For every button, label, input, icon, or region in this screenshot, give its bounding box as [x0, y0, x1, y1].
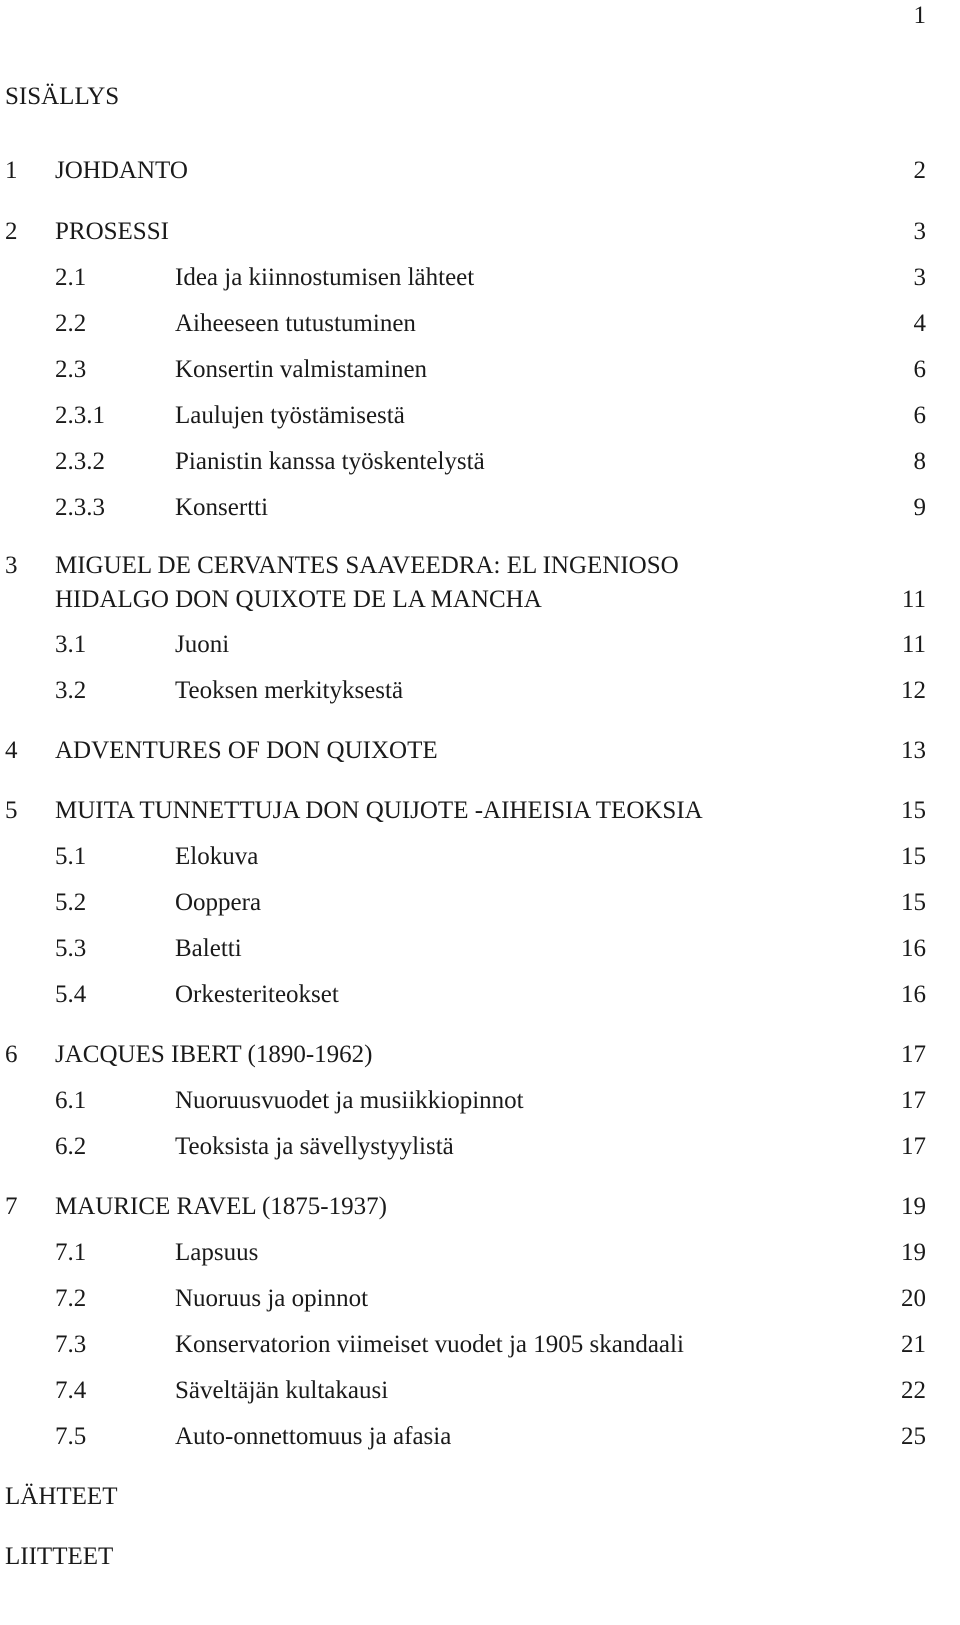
toc-entry-3-first-line[interactable]	[0, 552, 960, 582]
toc-entry-number: 7.3	[55, 1331, 87, 1358]
toc-entry-page: 16	[901, 981, 926, 1008]
toc-entry-number: 5.4	[55, 981, 87, 1008]
toc-entry-page: 15	[901, 797, 926, 824]
toc-entry-number: 7.4	[55, 1377, 87, 1404]
toc-entry-number: 5	[5, 797, 18, 824]
toc-entry-number: 2	[5, 218, 18, 245]
toc-entry-7-1[interactable]	[0, 1239, 960, 1269]
toc-entry-page: 9	[913, 494, 926, 521]
toc-entry-label: JACQUES IBERT (1890-1962)	[55, 1041, 373, 1068]
toc-entry-7-3[interactable]	[0, 1331, 960, 1361]
toc-entry-7-5[interactable]	[0, 1423, 960, 1453]
toc-entry-number: 2.3.1	[55, 402, 105, 429]
toc-entry-3-1[interactable]	[0, 631, 960, 661]
toc-entry-label: Teoksen merkityksestä	[175, 677, 404, 704]
toc-entry-page: 6	[913, 356, 926, 383]
toc-entry-label: Baletti	[175, 935, 242, 962]
toc-entry-page: 17	[901, 1087, 926, 1114]
toc-entry-label: MIGUEL DE CERVANTES SAAVEEDRA: EL INGENIOSO	[55, 552, 679, 579]
toc-entry-number: 4	[5, 737, 18, 764]
toc-entry-page: 16	[901, 935, 926, 962]
toc-entry-label-continued: HIDALGO DON QUIXOTE DE LA MANCHA	[55, 586, 542, 613]
toc-entry-5-4[interactable]	[0, 981, 960, 1011]
toc-entry-label: Laulujen työstämisestä	[175, 402, 405, 429]
toc-entry-number: 1	[5, 157, 18, 184]
toc-entry-number: 3.2	[55, 677, 87, 704]
toc-entry-5-1[interactable]	[0, 843, 960, 873]
toc-entry-number: 5.3	[55, 935, 87, 962]
toc-entry-2[interactable]	[0, 218, 960, 248]
toc-entry-1[interactable]	[0, 157, 960, 187]
toc-entry-3-2[interactable]	[0, 677, 960, 707]
toc-entry-label: Konsertin valmistaminen	[175, 356, 428, 383]
toc-entry-label: Konsertti	[175, 494, 269, 521]
toc-entry-page: 6	[913, 402, 926, 429]
toc-entry-3-second-line[interactable]	[0, 586, 960, 616]
toc-entry-label: Aiheeseen tutustuminen	[175, 310, 416, 337]
toc-entry-number: 3.1	[55, 631, 87, 658]
toc-entry-number: 2.3	[55, 356, 87, 383]
toc-entry-label: Pianistin kanssa työskentelystä	[175, 448, 485, 475]
toc-entry-page: 15	[901, 889, 926, 916]
toc-entry-2-3-1[interactable]	[0, 402, 960, 432]
toc-entry-page: 17	[901, 1041, 926, 1068]
toc-entry-2-3[interactable]	[0, 356, 960, 386]
toc-entry-number: 6.2	[55, 1133, 87, 1160]
toc-entry-page: 21	[901, 1331, 926, 1358]
toc-entry-5[interactable]	[0, 797, 960, 827]
toc-entry-number: 2.3.3	[55, 494, 105, 521]
toc-entry-label: Idea ja kiinnostumisen lähteet	[175, 264, 475, 291]
toc-entry-page: 20	[901, 1285, 926, 1312]
toc-entry-number: 5.2	[55, 889, 87, 916]
toc-title: SISÄLLYS	[5, 83, 120, 110]
toc-entry-page: 22	[901, 1377, 926, 1404]
toc-entry-page: 13	[901, 737, 926, 764]
toc-entry-page: 11	[901, 631, 926, 658]
toc-entry-6-2[interactable]	[0, 1133, 960, 1163]
toc-entry-2-2[interactable]	[0, 310, 960, 340]
toc-entry-label: Orkesteriteokset	[175, 981, 339, 1008]
toc-entry-number: 7.5	[55, 1423, 87, 1450]
toc-entry-page: 8	[913, 448, 926, 475]
page-number: 1	[913, 2, 926, 29]
toc-entry-page: 3	[913, 264, 926, 291]
toc-entry-page: 17	[901, 1133, 926, 1160]
toc-entry-label: Ooppera	[175, 889, 262, 916]
toc-entry-number: 2.1	[55, 264, 87, 291]
toc-entry-number: 7.2	[55, 1285, 87, 1312]
toc-entry-label: Nuoruusvuodet ja musiikkiopinnot	[175, 1087, 524, 1114]
toc-entry-2-1[interactable]	[0, 264, 960, 294]
toc-entry-label: Teoksista ja sävellystyylistä	[175, 1133, 454, 1160]
toc-entry-number: 6	[5, 1041, 18, 1068]
toc-entry-label: Konservatorion viimeiset vuodet ja 1905 skandaali	[175, 1331, 684, 1358]
toc-entry-number: 7.1	[55, 1239, 87, 1266]
toc-entry-page: 19	[901, 1239, 926, 1266]
toc-entry-label: Elokuva	[175, 843, 259, 870]
toc-entry-label: Auto-onnettomuus ja afasia	[175, 1423, 452, 1450]
toc-entry-7-2[interactable]	[0, 1285, 960, 1315]
toc-entry-page: 11	[901, 586, 926, 613]
toc-entry-6[interactable]	[0, 1041, 960, 1071]
toc-entry-number: 7	[5, 1193, 18, 1220]
toc-entry-label: Juoni	[175, 631, 230, 658]
toc-entry-5-2[interactable]	[0, 889, 960, 919]
toc-entry-page: 3	[913, 218, 926, 245]
toc-entry-number: 2.2	[55, 310, 87, 337]
toc-entry-page: 2	[913, 157, 926, 184]
toc-entry-7-4[interactable]	[0, 1377, 960, 1407]
toc-entry-page: 19	[901, 1193, 926, 1220]
toc-backmatter-sources[interactable]: LÄHTEET	[5, 1483, 118, 1510]
toc-entry-label: MAURICE RAVEL (1875-1937)	[55, 1193, 387, 1220]
toc-entry-number: 3	[5, 552, 18, 579]
toc-entry-number: 5.1	[55, 843, 87, 870]
toc-entry-page: 15	[901, 843, 926, 870]
toc-entry-label: Lapsuus	[175, 1239, 259, 1266]
toc-entry-page: 12	[901, 677, 926, 704]
toc-entry-label: Nuoruus ja opinnot	[175, 1285, 369, 1312]
toc-backmatter-appendices[interactable]: LIITTEET	[5, 1543, 114, 1570]
toc-entry-6-1[interactable]	[0, 1087, 960, 1117]
toc-entry-label: MUITA TUNNETTUJA DON QUIJOTE -AIHEISIA TEOKSIA	[55, 797, 703, 824]
toc-entry-page: 4	[913, 310, 926, 337]
toc-entry-5-3[interactable]	[0, 935, 960, 965]
toc-entry-2-3-2[interactable]	[0, 448, 960, 478]
toc-entry-label: ADVENTURES OF DON QUIXOTE	[55, 737, 438, 764]
toc-entry-label: PROSESSI	[55, 218, 169, 245]
toc-entry-4[interactable]	[0, 737, 960, 767]
toc-entry-number: 2.3.2	[55, 448, 105, 475]
toc-entry-7[interactable]	[0, 1193, 960, 1223]
toc-entry-2-3-3[interactable]	[0, 494, 960, 524]
toc-entry-label: JOHDANTO	[55, 157, 188, 184]
toc-entry-label: Säveltäjän kultakausi	[175, 1377, 389, 1404]
toc-entry-number: 6.1	[55, 1087, 87, 1114]
toc-entry-page: 25	[901, 1423, 926, 1450]
